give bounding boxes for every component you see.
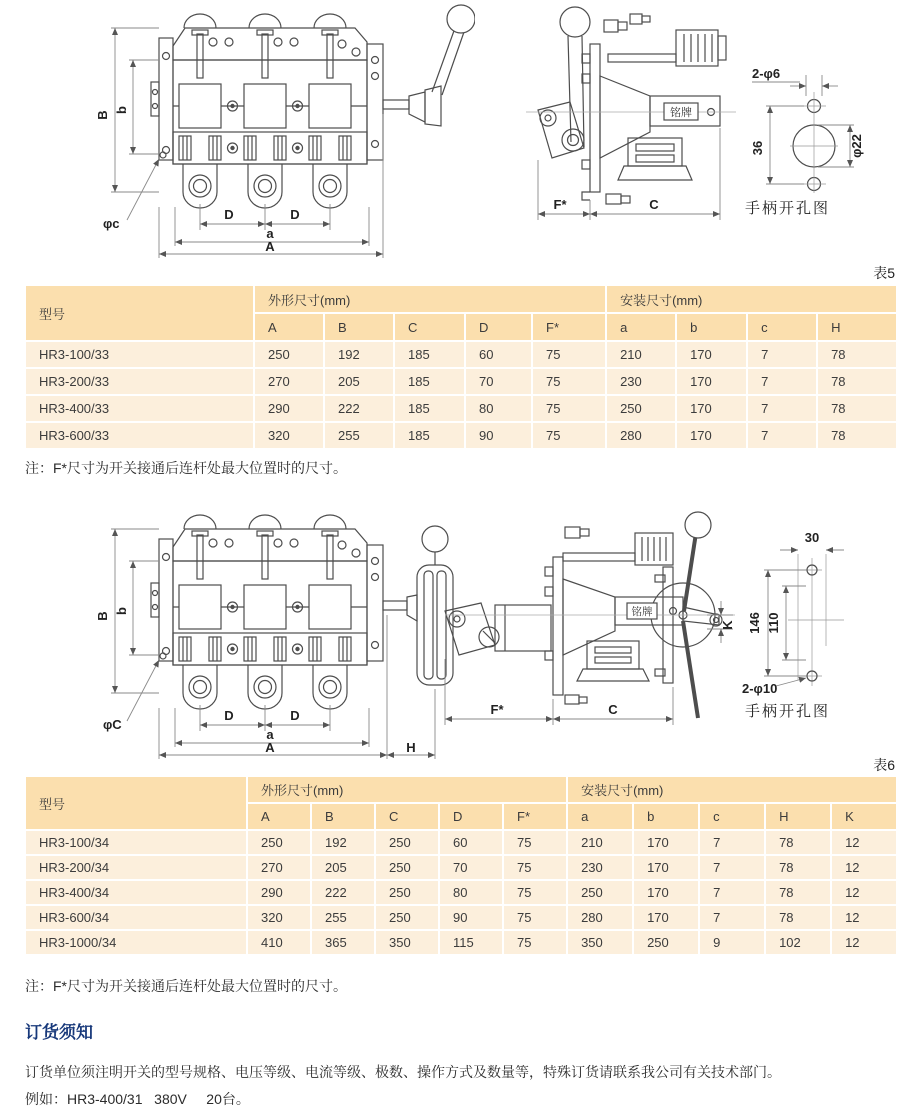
value-cell: 80 bbox=[439, 880, 503, 905]
dim-label-110: 110 bbox=[766, 612, 781, 634]
dim-label-D2: D bbox=[290, 207, 300, 222]
col-header: D bbox=[465, 313, 532, 341]
value-cell: 320 bbox=[254, 422, 324, 449]
value-cell: 90 bbox=[439, 905, 503, 930]
col-group-outline: 外形尺寸(mm) bbox=[247, 776, 567, 803]
value-cell: 80 bbox=[465, 395, 532, 422]
figure1-side-view bbox=[478, 0, 743, 232]
drill-caption-1: 手柄开孔图 bbox=[745, 200, 831, 217]
col-header: F* bbox=[503, 803, 567, 830]
value-cell: 185 bbox=[394, 368, 465, 395]
value-cell: 192 bbox=[311, 830, 375, 855]
value-cell: 78 bbox=[765, 880, 831, 905]
value-cell: 170 bbox=[633, 880, 699, 905]
ordering-example: 例如：HR3-400/31 380V 20台。 bbox=[25, 1091, 250, 1107]
value-cell: 102 bbox=[765, 930, 831, 955]
col-group-install: 安装尺寸(mm) bbox=[567, 776, 897, 803]
value-cell: 250 bbox=[254, 341, 324, 368]
figure1-drill-diagram bbox=[742, 62, 917, 194]
dim-label-phi22: φ22 bbox=[849, 134, 864, 158]
value-cell: 250 bbox=[247, 830, 311, 855]
value-cell: 12 bbox=[831, 830, 897, 855]
model-cell: HR3-200/33 bbox=[25, 368, 254, 395]
dim-label-A: A bbox=[265, 740, 275, 755]
table5-tag: 表5 bbox=[873, 265, 895, 281]
figure2-drill-diagram bbox=[740, 528, 920, 696]
value-cell: 12 bbox=[831, 905, 897, 930]
dim-label-b: b bbox=[114, 607, 129, 615]
dim-label-a: a bbox=[266, 727, 274, 742]
table-row bbox=[25, 830, 897, 855]
col-header: F* bbox=[532, 313, 606, 341]
dimensions-table-5 bbox=[24, 284, 898, 450]
col-header: B bbox=[311, 803, 375, 830]
nameplate-label: 铭牌 bbox=[670, 107, 692, 119]
dim-label-B: B bbox=[95, 110, 110, 120]
col-header: c bbox=[699, 803, 765, 830]
value-cell: 75 bbox=[532, 368, 606, 395]
dim-label-K: K bbox=[720, 620, 735, 630]
dimension-lines bbox=[111, 28, 383, 258]
value-cell: 230 bbox=[606, 368, 676, 395]
value-cell: 205 bbox=[324, 368, 394, 395]
value-cell: 7 bbox=[747, 422, 817, 449]
value-cell: 7 bbox=[699, 830, 765, 855]
value-cell: 78 bbox=[817, 341, 897, 368]
handle-lever-side bbox=[383, 5, 475, 126]
value-cell: 170 bbox=[633, 855, 699, 880]
model-cell: HR3-600/33 bbox=[25, 422, 254, 449]
value-cell: 255 bbox=[324, 422, 394, 449]
model-cell: HR3-200/34 bbox=[25, 855, 247, 880]
header-row-groups bbox=[25, 285, 897, 313]
value-cell: 222 bbox=[311, 880, 375, 905]
value-cell: 185 bbox=[394, 422, 465, 449]
dim-label-146: 146 bbox=[747, 612, 762, 634]
dim-label-30: 30 bbox=[804, 530, 820, 545]
ordering-body: 订货单位须注明开关的型号规格、电压等级、电流等级、极数、操作方式及数量等，特殊订货请联系我公司有关技术部门。 bbox=[25, 1064, 781, 1080]
value-cell: 60 bbox=[439, 830, 503, 855]
value-cell: 170 bbox=[676, 395, 747, 422]
table5-note: 注：F*尺寸为开关接通后连杆处最大位置时的尺寸。 bbox=[25, 460, 347, 476]
value-cell: 185 bbox=[394, 395, 465, 422]
value-cell: 250 bbox=[375, 855, 439, 880]
table-row bbox=[25, 368, 897, 395]
value-cell: 270 bbox=[254, 368, 324, 395]
ordering-heading: 订货须知 bbox=[25, 1023, 93, 1042]
value-cell: 90 bbox=[465, 422, 532, 449]
value-cell: 222 bbox=[324, 395, 394, 422]
dim-label-D1: D bbox=[224, 207, 234, 222]
value-cell: 230 bbox=[567, 855, 633, 880]
nameplate-label: 铭牌 bbox=[631, 606, 653, 618]
col-header: K bbox=[831, 803, 897, 830]
col-header: H bbox=[817, 313, 897, 341]
dim-label-A: A bbox=[265, 239, 275, 254]
value-cell: 75 bbox=[503, 855, 567, 880]
table-row bbox=[25, 422, 897, 449]
value-cell: 250 bbox=[606, 395, 676, 422]
value-cell: 70 bbox=[439, 855, 503, 880]
value-cell: 170 bbox=[676, 422, 747, 449]
value-cell: 78 bbox=[817, 368, 897, 395]
value-cell: 78 bbox=[765, 905, 831, 930]
dimensions-table-6 bbox=[24, 775, 898, 956]
dim-label-D2: D bbox=[290, 708, 300, 723]
model-cell: HR3-600/34 bbox=[25, 905, 247, 930]
table6-note: 注：F*尺寸为开关接通后连杆处最大位置时的尺寸。 bbox=[25, 978, 347, 994]
value-cell: 115 bbox=[439, 930, 503, 955]
value-cell: 75 bbox=[503, 880, 567, 905]
value-cell: 7 bbox=[699, 880, 765, 905]
value-cell: 75 bbox=[532, 395, 606, 422]
col-header: c bbox=[747, 313, 817, 341]
value-cell: 78 bbox=[765, 855, 831, 880]
col-header: H bbox=[765, 803, 831, 830]
table-row bbox=[25, 341, 897, 368]
dim-label-C: C bbox=[608, 702, 618, 717]
col-header: b bbox=[676, 313, 747, 341]
value-cell: 210 bbox=[606, 341, 676, 368]
value-cell: 75 bbox=[532, 341, 606, 368]
col-header: D bbox=[439, 803, 503, 830]
dim-label-a: a bbox=[266, 226, 274, 241]
model-cell: HR3-100/34 bbox=[25, 830, 247, 855]
table-row bbox=[25, 930, 897, 955]
dimension-lines bbox=[111, 529, 435, 759]
col-header: A bbox=[247, 803, 311, 830]
figure2-side-view bbox=[435, 503, 745, 738]
model-cell: HR3-400/34 bbox=[25, 880, 247, 905]
model-cell: HR3-100/33 bbox=[25, 341, 254, 368]
value-cell: 7 bbox=[747, 341, 817, 368]
value-cell: 350 bbox=[567, 930, 633, 955]
value-cell: 170 bbox=[633, 830, 699, 855]
value-cell: 170 bbox=[676, 368, 747, 395]
value-cell: 12 bbox=[831, 880, 897, 905]
value-cell: 290 bbox=[254, 395, 324, 422]
value-cell: 78 bbox=[817, 395, 897, 422]
value-cell: 250 bbox=[567, 880, 633, 905]
model-cell: HR3-1000/34 bbox=[25, 930, 247, 955]
dim-label-phi-c: φC bbox=[103, 717, 122, 732]
value-cell: 280 bbox=[567, 905, 633, 930]
figure2-front-view bbox=[95, 503, 480, 763]
value-cell: 9 bbox=[699, 930, 765, 955]
value-cell: 210 bbox=[567, 830, 633, 855]
value-cell: 280 bbox=[606, 422, 676, 449]
value-cell: 75 bbox=[532, 422, 606, 449]
dim-label-F: F* bbox=[490, 702, 504, 717]
col-header: a bbox=[606, 313, 676, 341]
dim-label-b: b bbox=[114, 106, 129, 114]
value-cell: 75 bbox=[503, 930, 567, 955]
table6-tag: 表6 bbox=[873, 757, 895, 773]
value-cell: 350 bbox=[375, 930, 439, 955]
value-cell: 192 bbox=[324, 341, 394, 368]
value-cell: 7 bbox=[747, 368, 817, 395]
value-cell: 7 bbox=[747, 395, 817, 422]
dim-label-phi-c: φc bbox=[103, 216, 120, 231]
value-cell: 7 bbox=[699, 855, 765, 880]
col-header: A bbox=[254, 313, 324, 341]
model-cell: HR3-400/33 bbox=[25, 395, 254, 422]
value-cell: 60 bbox=[465, 341, 532, 368]
figure1-front-view bbox=[95, 2, 475, 262]
col-group-outline: 外形尺寸(mm) bbox=[254, 285, 606, 313]
col-header-model: 型号 bbox=[25, 776, 247, 830]
col-header: C bbox=[394, 313, 465, 341]
drill-caption-2: 手柄开孔图 bbox=[745, 703, 831, 720]
value-cell: 12 bbox=[831, 855, 897, 880]
col-header: B bbox=[324, 313, 394, 341]
value-cell: 320 bbox=[247, 905, 311, 930]
dim-label-C: C bbox=[649, 197, 659, 212]
col-header-model: 型号 bbox=[25, 285, 254, 341]
table-row bbox=[25, 880, 897, 905]
dim-label-holes: 2-φ10 bbox=[742, 681, 778, 696]
value-cell: 75 bbox=[503, 830, 567, 855]
table-row bbox=[25, 855, 897, 880]
dim-label-36: 36 bbox=[750, 140, 765, 156]
col-group-install: 安装尺寸(mm) bbox=[606, 285, 897, 313]
value-cell: 7 bbox=[699, 905, 765, 930]
value-cell: 78 bbox=[817, 422, 897, 449]
dim-label-D1: D bbox=[224, 708, 234, 723]
value-cell: 365 bbox=[311, 930, 375, 955]
table-row bbox=[25, 905, 897, 930]
dim-label-H: H bbox=[406, 740, 416, 755]
value-cell: 255 bbox=[311, 905, 375, 930]
value-cell: 75 bbox=[503, 905, 567, 930]
value-cell: 410 bbox=[247, 930, 311, 955]
value-cell: 250 bbox=[375, 880, 439, 905]
value-cell: 270 bbox=[247, 855, 311, 880]
value-cell: 170 bbox=[676, 341, 747, 368]
value-cell: 78 bbox=[765, 830, 831, 855]
value-cell: 185 bbox=[394, 341, 465, 368]
value-cell: 290 bbox=[247, 880, 311, 905]
value-cell: 170 bbox=[633, 905, 699, 930]
value-cell: 250 bbox=[633, 930, 699, 955]
value-cell: 250 bbox=[375, 905, 439, 930]
col-header: a bbox=[567, 803, 633, 830]
col-header: b bbox=[633, 803, 699, 830]
value-cell: 250 bbox=[375, 830, 439, 855]
value-cell: 205 bbox=[311, 855, 375, 880]
value-cell: 70 bbox=[465, 368, 532, 395]
header-row-groups bbox=[25, 776, 897, 803]
col-header: C bbox=[375, 803, 439, 830]
dim-label-holes: 2-φ6 bbox=[752, 66, 781, 81]
dim-label-F: F* bbox=[553, 197, 567, 212]
value-cell: 12 bbox=[831, 930, 897, 955]
dim-label-B: B bbox=[95, 611, 110, 621]
dimension-lines bbox=[752, 75, 854, 184]
table-row bbox=[25, 395, 897, 422]
